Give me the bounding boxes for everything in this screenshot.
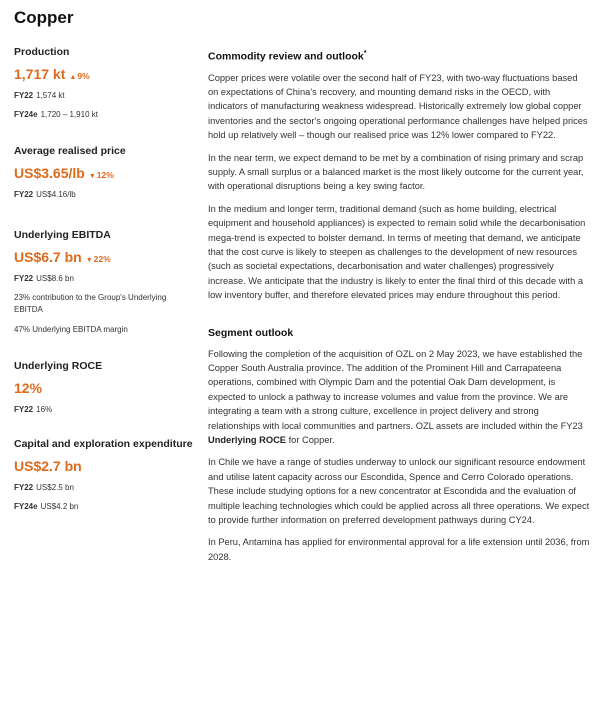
fy22-line xyxy=(14,90,196,102)
arrow-down-icon: ▼ xyxy=(85,257,93,264)
metric-value: US$6.7 bn xyxy=(14,249,82,265)
metric-label: Underlying ROCE xyxy=(14,360,103,372)
segment-paragraph: In Chile we have a range of studies underway to unlock our significant resource endowment and utilise latent capacity across our Escondida, Spence and Cerro Colorado operations. These include studying options for a new concentrator at Escondida and the evaluation of multiple leaching technologies which could be applied across all three operations. We expect to provide further information on preferred development pathways during CY24. xyxy=(208,457,590,526)
fy22-value: 16% xyxy=(36,405,53,414)
fy22-line xyxy=(14,404,196,416)
metric-value-row xyxy=(14,380,196,396)
fy22-line xyxy=(14,273,196,285)
metric-value: US$3.65/lb xyxy=(14,165,85,181)
arrow-up-icon: ▲ xyxy=(69,74,77,81)
metric-label: Underlying EBITDA xyxy=(14,229,111,241)
fy24e-value: 1,720 – 1,910 kt xyxy=(40,110,98,119)
heading-text: Commodity review and outlook xyxy=(208,50,364,63)
change-badge xyxy=(69,71,89,81)
fy22-label: FY22 xyxy=(14,91,34,100)
metric-value: 1,717 kt xyxy=(14,66,66,82)
fy24e-value: US$4.2 bn xyxy=(40,502,79,511)
fy22-value: 1,574 kt xyxy=(36,91,65,100)
ebitda-contribution-note: 23% contribution to the Group's Underlying EBITDA xyxy=(14,293,167,314)
ebitda-margin-note: 47% Underlying EBITDA margin xyxy=(14,325,128,334)
change-value: 9% xyxy=(77,71,90,81)
commodity-review-heading xyxy=(208,50,590,63)
metric-label: Production xyxy=(14,46,70,58)
metric-roce xyxy=(14,360,196,416)
page-title: Copper xyxy=(14,8,74,27)
fy22-label: FY22 xyxy=(14,405,34,414)
change-badge xyxy=(89,170,114,180)
fy22-label: FY22 xyxy=(14,274,34,283)
metric-value: US$2.7 bn xyxy=(14,458,82,474)
change-badge xyxy=(86,254,111,264)
fy22-label: FY22 xyxy=(14,483,34,492)
segment-text: Following the completion of the acquisition of OZL on 2 May 2023, we have established the Copper South Australia province. The addition of the Prominent Hill and Carrapateena operations, combined with Olympic Dam and the potential Oak Dam development, is expected to unlock a pathway to increase volumes and value from the province. We are integrating a team with a strong culture, excellence in project delivery and strong relationships with local communities and partners. OZL assets are included within the FY23 xyxy=(208,348,583,431)
metric-value-row xyxy=(14,458,196,474)
change-value: 22% xyxy=(93,254,111,264)
fy22-value: US$8.6 bn xyxy=(36,274,74,283)
metric-value: 12% xyxy=(14,380,43,396)
metric-capex xyxy=(14,438,196,513)
fy22-line xyxy=(14,189,196,201)
segment-bold-text: Underlying ROCE xyxy=(208,435,286,446)
metric-value-row xyxy=(14,249,196,265)
fy24e-line xyxy=(14,109,196,121)
commodity-paragraph: In the near term, we expect demand to be met by a combination of rising primary and scrap supply. A small surplus or a balanced market is the most likely outcome for the current year, with operational disruptions being a key swing factor. xyxy=(208,152,584,192)
metric-price xyxy=(14,145,196,201)
segment-paragraph: In Peru, Antamina has applied for environmental approval for a life extension until 2036, from 2028. xyxy=(208,537,590,562)
fy24e-line xyxy=(14,501,196,513)
metric-label: Capital and exploration expenditure xyxy=(14,438,193,450)
segment-text: for Copper. xyxy=(286,435,335,446)
change-value: 12% xyxy=(96,170,114,180)
fy24e-label: FY24e xyxy=(14,502,38,511)
segment-paragraph xyxy=(208,347,590,448)
main-content xyxy=(208,50,590,572)
fy24e-label: FY24e xyxy=(14,110,38,119)
metric-value-row xyxy=(14,66,196,82)
metric-label: Average realised price xyxy=(14,145,126,157)
segment-outlook-heading: Segment outlook xyxy=(208,326,294,339)
fy22-line xyxy=(14,482,196,494)
footnote-mark: * xyxy=(363,50,367,57)
metrics-sidebar xyxy=(14,46,196,531)
commodity-paragraph: Copper prices were volatile over the second half of FY23, with two-way fluctuations based on expectations of China's recovery, and mounting demand risks in the OECD, with indicators of manufacturing weakness widespread. Historically extremely low global copper inventories and the sector's ongoing operational performance challenges have helped prices hold up relatively well – though our realised price was 12% lower compared to FY22. xyxy=(208,72,588,141)
commodity-paragraph: In the medium and longer term, traditional demand (such as home building, electrical equipment and household appliances) is expected to remain solid while the decarbonisation mega-trend is expected to bolster demand. In terms of meeting that demand, we anticipate that the cost curve is likely to steepen as challenges to the development of new resources (such as societal expectations, decarbonisation and water challenges) progressively increase. We anticipate that the industry is likely to enter the final third of this decade with a low inventory buffer, and therefore elevated prices may endure throughout this period. xyxy=(208,203,586,301)
fy22-value: US$4.16/lb xyxy=(36,190,76,199)
fy22-label: FY22 xyxy=(14,190,34,199)
metric-ebitda xyxy=(14,229,196,336)
fy22-value: US$2.5 bn xyxy=(36,483,74,492)
metric-value-row xyxy=(14,165,196,181)
arrow-down-icon: ▼ xyxy=(88,173,96,180)
metric-production xyxy=(14,46,196,121)
